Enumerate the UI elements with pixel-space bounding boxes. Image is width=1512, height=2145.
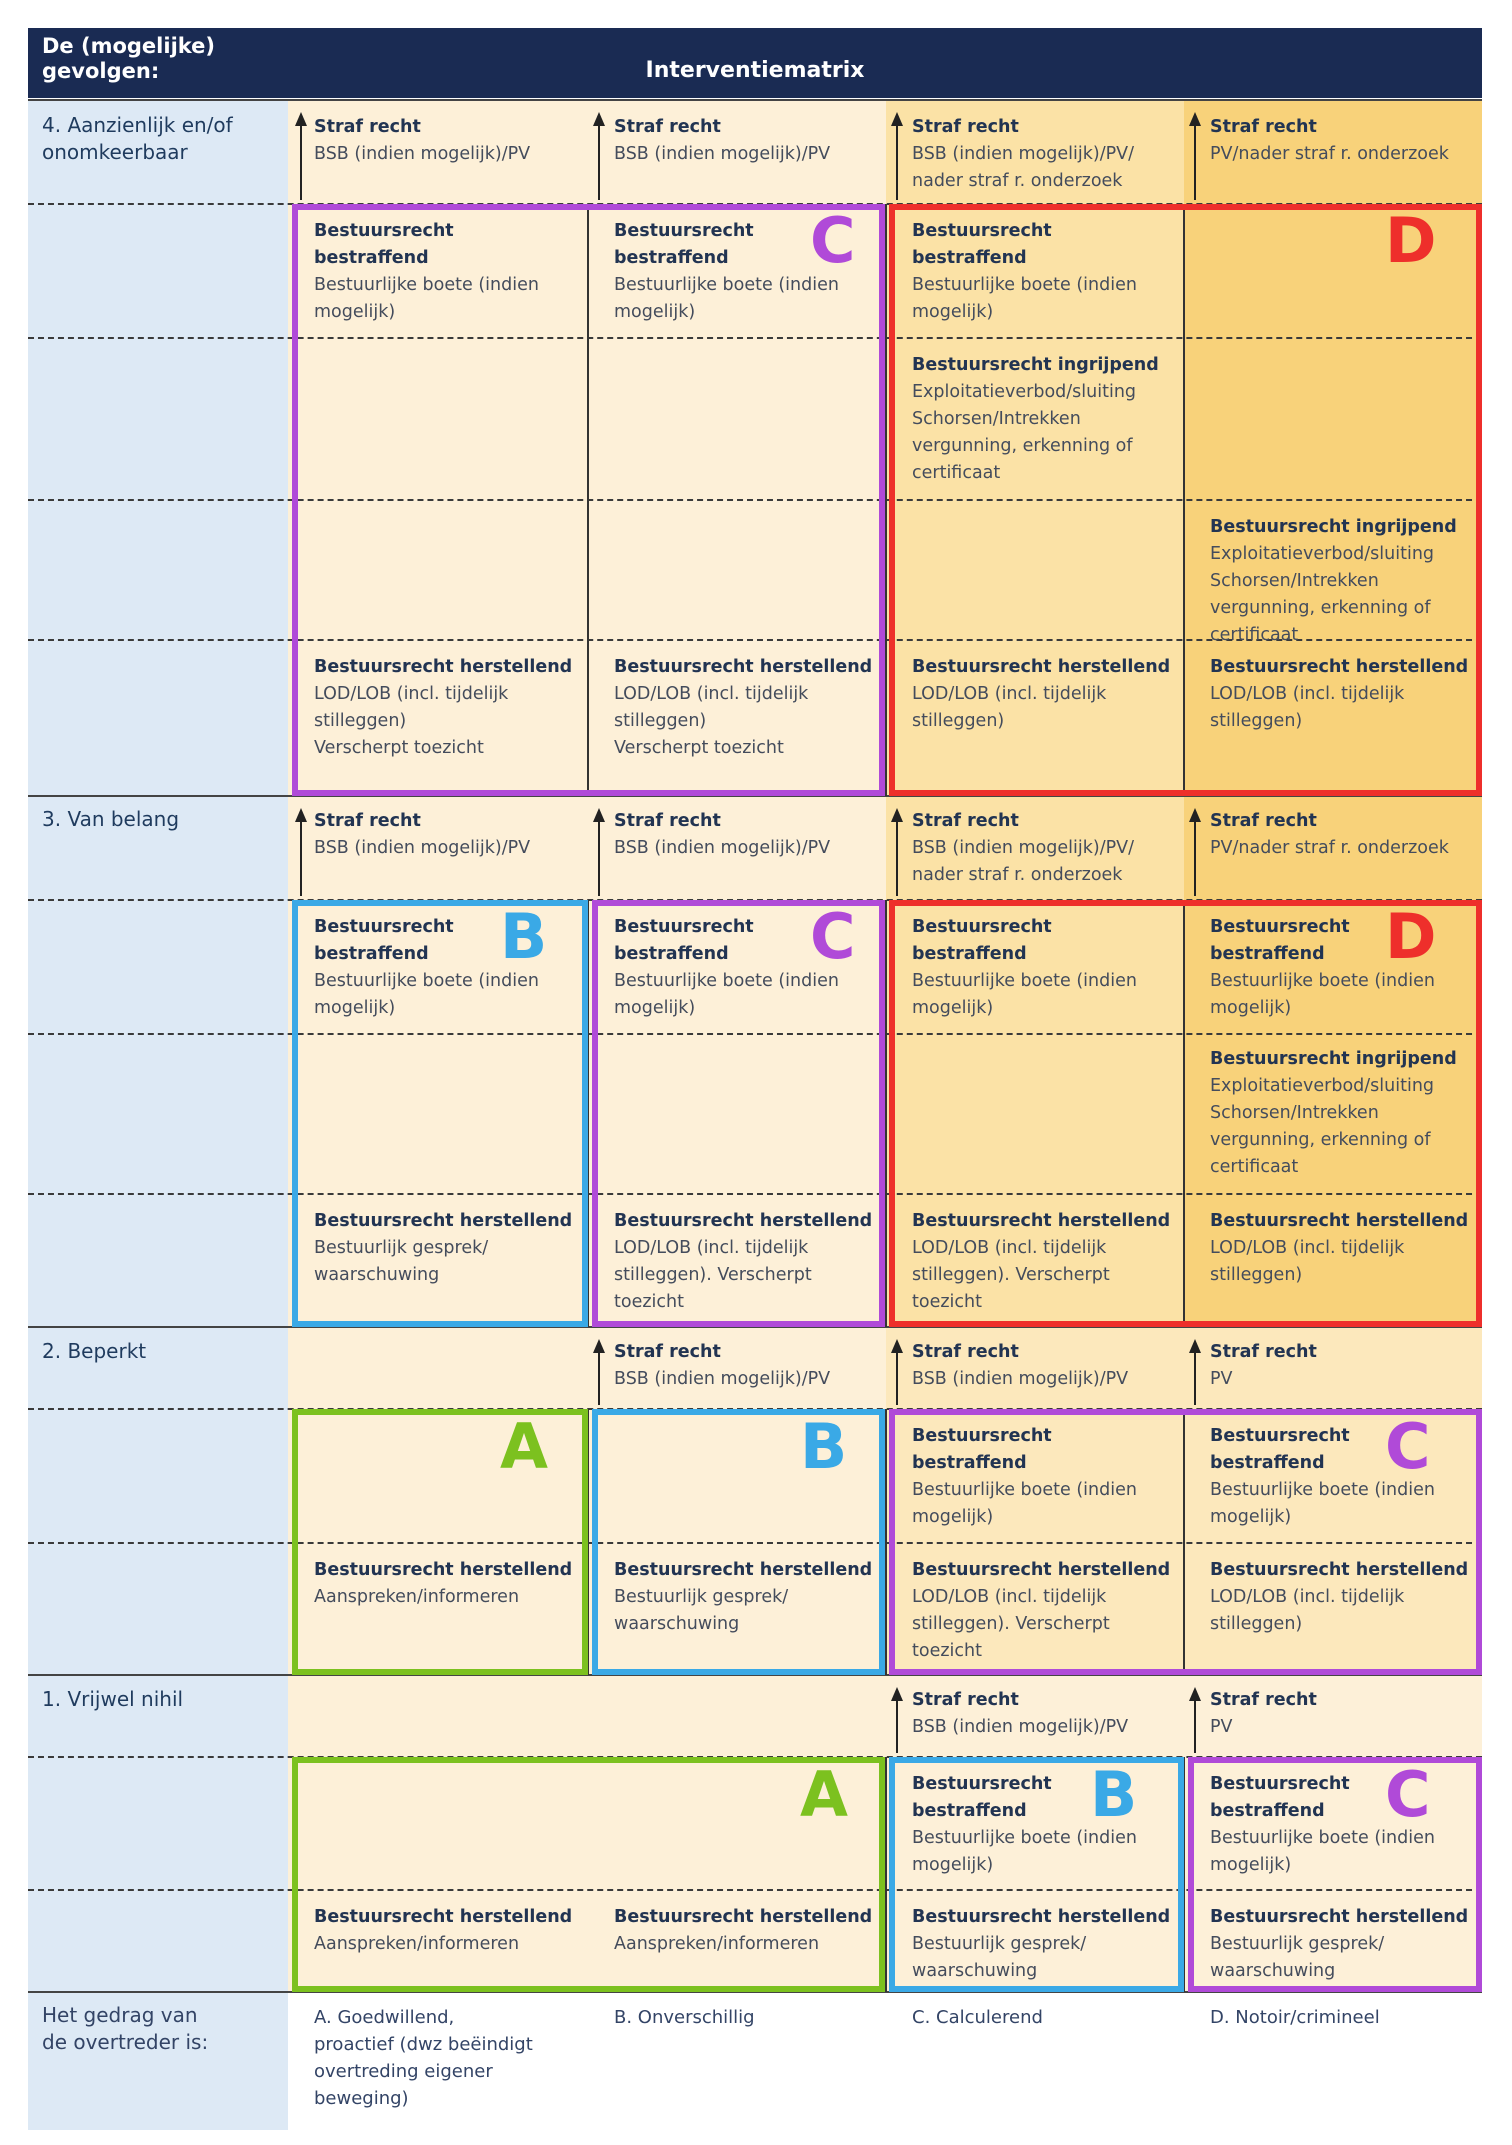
cell-heading: Straf recht <box>614 811 721 831</box>
cell-text: Bestuurlijk gesprek/ waarschuwing <box>1210 1934 1385 1981</box>
cell-text: Bestuurlijke boete (indien mogelijk) <box>1210 1480 1435 1527</box>
cell-text: BSB (indien mogelijk)/PV <box>614 1369 831 1389</box>
cell-text: Bestuurlijke boete (indien mogelijk) <box>314 275 539 322</box>
arrow-head-icon <box>891 112 903 126</box>
cell-heading: Straf recht <box>912 811 1019 831</box>
group-letter-b: B <box>800 1410 848 1483</box>
arrow-shaft <box>1194 122 1196 200</box>
cell-text: Bestuurlijke boete (indien mogelijk) <box>912 275 1137 322</box>
severity-level-label: 3. Van belang <box>42 807 180 831</box>
matrix-cell <box>1210 114 1478 168</box>
cell-heading: Straf recht <box>614 117 721 137</box>
matrix-cell <box>912 1687 1180 1741</box>
arrow-head-icon <box>593 808 605 822</box>
group-letter-d: D <box>1385 900 1437 973</box>
cell-text: LOD/LOB (incl. tijdelijk stilleggen) Verscherpt toezicht <box>614 684 809 758</box>
group-box-d <box>889 204 1482 796</box>
severity-level-label: 2. Beperkt <box>42 1339 147 1363</box>
group-letter-c: C <box>810 900 856 973</box>
cell-heading: Straf recht <box>912 1342 1019 1362</box>
cell-heading: Bestuursrecht herstellend <box>314 657 573 677</box>
arrow-head-icon <box>295 112 307 126</box>
severity-level-label: 4. Aanzienlijk en/of onomkeerbaar <box>42 113 233 164</box>
matrix-cell <box>614 808 882 862</box>
cell-heading: Bestuursrecht herstellend <box>314 1211 573 1231</box>
arrow-shaft <box>1194 818 1196 896</box>
cell-heading: Bestuursrecht herstellend <box>912 1211 1171 1231</box>
cell-heading: Bestuursrecht herstellend <box>912 1907 1171 1927</box>
cell-heading: Straf recht <box>1210 1342 1317 1362</box>
cell-heading: Bestuursrecht herstellend <box>912 1560 1171 1580</box>
arrow-shaft <box>598 818 600 896</box>
arrow-head-icon <box>891 1339 903 1353</box>
cell-text: LOD/LOB (incl. tijdelijk stilleggen) <box>1210 1238 1405 1285</box>
cell-heading: Bestuursrecht bestraffend <box>912 1426 1052 1473</box>
cell-heading: Bestuursrecht herstellend <box>614 1560 873 1580</box>
cell-text: LOD/LOB (incl. tijdelijk stilleggen). Verscherpt toezicht <box>912 1238 1110 1312</box>
cell-heading: Bestuursrecht herstellend <box>912 657 1171 677</box>
cell-text: Exploitatieverbod/sluiting Schorsen/Intrekken vergunning, erkenning of certificaat <box>1210 544 1435 645</box>
matrix-cell <box>912 808 1180 889</box>
cell-text: BSB (indien mogelijk)/PV/ nader straf r. onderzoek <box>912 838 1135 885</box>
cell-heading: Bestuursrecht bestraffend <box>912 1774 1052 1821</box>
arrow-head-icon <box>891 808 903 822</box>
group-letter-b: B <box>1090 1758 1138 1831</box>
arrow-head-icon <box>593 1339 605 1353</box>
matrix-cell <box>912 1339 1180 1393</box>
arrow-head-icon <box>295 808 307 822</box>
cell-text: Bestuurlijke boete (indien mogelijk) <box>912 971 1137 1018</box>
cell-text: LOD/LOB (incl. tijdelijk stilleggen) <box>1210 1587 1405 1634</box>
cell-heading: Bestuursrecht herstellend <box>614 657 873 677</box>
cell-text: Bestuurlijke boete (indien mogelijk) <box>912 1828 1137 1875</box>
cell-heading: Bestuursrecht bestraffend <box>912 917 1052 964</box>
cell-heading: Bestuursrecht herstellend <box>614 1211 873 1231</box>
arrow-head-icon <box>593 112 605 126</box>
cell-heading: Bestuursrecht ingrijpend <box>1210 517 1457 537</box>
cell-text: LOD/LOB (incl. tijdelijk stilleggen) Verscherpt toezicht <box>314 684 509 758</box>
arrow-shaft <box>300 818 302 896</box>
cell-text: BSB (indien mogelijk)/PV/ nader straf r. onderzoek <box>912 144 1135 191</box>
arrow-shaft <box>300 122 302 200</box>
cell-heading: Straf recht <box>912 117 1019 137</box>
group-box-c <box>1188 1757 1482 1992</box>
matrix-cell <box>1210 1339 1478 1393</box>
cell-heading: Straf recht <box>314 117 421 137</box>
cell-text: Exploitatieverbod/sluiting Schorsen/Intrekken vergunning, erkenning of certificaat <box>1210 1076 1435 1177</box>
cell-heading: Straf recht <box>912 1690 1019 1710</box>
matrix-cell <box>1210 1687 1478 1741</box>
matrix-title: Interventiematrix <box>645 58 865 83</box>
group-box-a <box>292 1757 885 1992</box>
cell-heading: Bestuursrecht herstellend <box>1210 657 1469 677</box>
cell-text: BSB (indien mogelijk)/PV <box>614 144 831 164</box>
cell-text: Bestuurlijke boete (indien mogelijk) <box>1210 1828 1435 1875</box>
group-letter-a: A <box>500 1410 548 1483</box>
column-divider <box>885 1757 887 1992</box>
matrix-cell <box>614 1339 882 1393</box>
behaviour-type: B. Onverschillig <box>614 2007 755 2028</box>
cell-text: Bestuurlijke boete (indien mogelijk) <box>614 971 839 1018</box>
cell-heading: Bestuursrecht bestraffend <box>1210 917 1350 964</box>
cell-heading: Bestuursrecht bestraffend <box>912 221 1052 268</box>
matrix-cell <box>912 114 1180 195</box>
cell-heading: Straf recht <box>1210 117 1317 137</box>
cell-heading: Straf recht <box>614 1342 721 1362</box>
cell-text: Bestuurlijk gesprek/ waarschuwing <box>314 1238 489 1285</box>
cell-heading: Straf recht <box>314 811 421 831</box>
cell-text: BSB (indien mogelijk)/PV <box>314 838 531 858</box>
cell-text: PV <box>1210 1717 1233 1737</box>
group-letter-c: C <box>810 204 856 277</box>
arrow-shaft <box>896 122 898 200</box>
cell-heading: Bestuursrecht bestraffend <box>1210 1426 1350 1473</box>
cell-text: PV <box>1210 1369 1233 1389</box>
behaviour-type: C. Calculerend <box>912 2007 1043 2028</box>
cell-text: LOD/LOB (incl. tijdelijk stilleggen) <box>912 684 1107 731</box>
matrix-header <box>28 28 1482 98</box>
matrix-cell <box>614 114 882 168</box>
cell-text: LOD/LOB (incl. tijdelijk stilleggen) <box>1210 684 1405 731</box>
cell-heading: Straf recht <box>1210 1690 1317 1710</box>
cell-heading: Bestuursrecht herstellend <box>314 1560 573 1580</box>
cell-heading: Bestuursrecht bestraffend <box>614 221 754 268</box>
arrow-head-icon <box>891 1687 903 1701</box>
group-box-b <box>889 1757 1184 1992</box>
arrow-shaft <box>1194 1697 1196 1753</box>
severity-level-label: 1. Vrijwel nihil <box>42 1687 184 1711</box>
cell-heading: Bestuursrecht bestraffend <box>614 917 754 964</box>
arrow-shaft <box>896 1697 898 1753</box>
cell-text: Bestuurlijk gesprek/ waarschuwing <box>614 1587 789 1634</box>
cell-text: LOD/LOB (incl. tijdelijk stilleggen). Verscherpt toezicht <box>614 1238 812 1312</box>
group-box-c <box>292 204 885 796</box>
cell-text: Aanspreken/informeren <box>614 1934 820 1954</box>
group-letter-a: A <box>800 1758 848 1831</box>
cell-text: PV/nader straf r. onderzoek <box>1210 838 1449 858</box>
matrix-cell <box>314 114 582 168</box>
behaviour-type: D. Notoir/crimineel <box>1210 2007 1380 2028</box>
arrow-shaft <box>1194 1349 1196 1405</box>
arrow-head-icon <box>1189 1339 1201 1353</box>
arrow-shaft <box>896 1349 898 1405</box>
group-letter-d: D <box>1385 204 1437 277</box>
column-divider <box>885 1409 887 1675</box>
group-letter-c: C <box>1385 1410 1431 1483</box>
cell-text: LOD/LOB (incl. tijdelijk stilleggen). Verscherpt toezicht <box>912 1587 1110 1661</box>
left-column-background <box>28 100 288 2130</box>
behaviour-type: A. Goedwillend, proactief (dwz beëindigt overtreding eigener beweging) <box>314 2007 533 2109</box>
column-divider <box>885 900 887 1327</box>
cell-heading: Bestuursrecht bestraffend <box>314 221 454 268</box>
arrow-shaft <box>598 1349 600 1405</box>
group-letter-c: C <box>1385 1758 1431 1831</box>
cell-text: Bestuurlijke boete (indien mogelijk) <box>614 275 839 322</box>
cell-heading: Bestuursrecht herstellend <box>1210 1211 1469 1231</box>
arrow-head-icon <box>1189 1687 1201 1701</box>
cell-text: Bestuurlijk gesprek/ waarschuwing <box>912 1934 1087 1981</box>
cell-heading: Bestuursrecht ingrijpend <box>1210 1049 1457 1069</box>
cell-text: Exploitatieverbod/sluiting Schorsen/Intrekken vergunning, erkenning of certificaat <box>912 382 1137 483</box>
cell-text: Bestuurlijke boete (indien mogelijk) <box>1210 971 1435 1018</box>
cell-text: BSB (indien mogelijk)/PV <box>912 1369 1129 1389</box>
arrow-head-icon <box>1189 112 1201 126</box>
cell-heading: Bestuursrecht herstellend <box>614 1907 873 1927</box>
cell-heading: Bestuursrecht ingrijpend <box>912 355 1159 375</box>
cell-text: Bestuurlijke boete (indien mogelijk) <box>912 1480 1137 1527</box>
cell-text: Bestuurlijke boete (indien mogelijk) <box>314 971 539 1018</box>
arrow-shaft <box>598 122 600 200</box>
cell-heading: Bestuursrecht herstellend <box>314 1907 573 1927</box>
footer-behaviour-label: Het gedrag van de overtreder is: <box>42 2003 209 2054</box>
arrow-head-icon <box>1189 808 1201 822</box>
cell-heading: Bestuursrecht bestraffend <box>1210 1774 1350 1821</box>
cell-text: Aanspreken/informeren <box>314 1934 520 1954</box>
cell-text: BSB (indien mogelijk)/PV <box>314 144 531 164</box>
cell-heading: Straf recht <box>1210 811 1317 831</box>
cell-heading: Bestuursrecht herstellend <box>1210 1560 1469 1580</box>
cell-heading: Bestuursrecht bestraffend <box>314 917 454 964</box>
column-divider <box>885 204 887 796</box>
matrix-cell <box>314 808 582 862</box>
cell-text: Aanspreken/informeren <box>314 1587 520 1607</box>
cell-text: PV/nader straf r. onderzoek <box>1210 144 1449 164</box>
cell-heading: Bestuursrecht herstellend <box>1210 1907 1469 1927</box>
matrix-cell <box>1210 808 1478 862</box>
arrow-shaft <box>896 818 898 896</box>
cell-text: BSB (indien mogelijk)/PV <box>614 838 831 858</box>
cell-text: BSB (indien mogelijk)/PV <box>912 1717 1129 1737</box>
band-separator <box>28 99 1482 101</box>
group-letter-b: B <box>500 900 548 973</box>
header-consequences-label: De (mogelijke) gevolgen: <box>42 34 216 83</box>
